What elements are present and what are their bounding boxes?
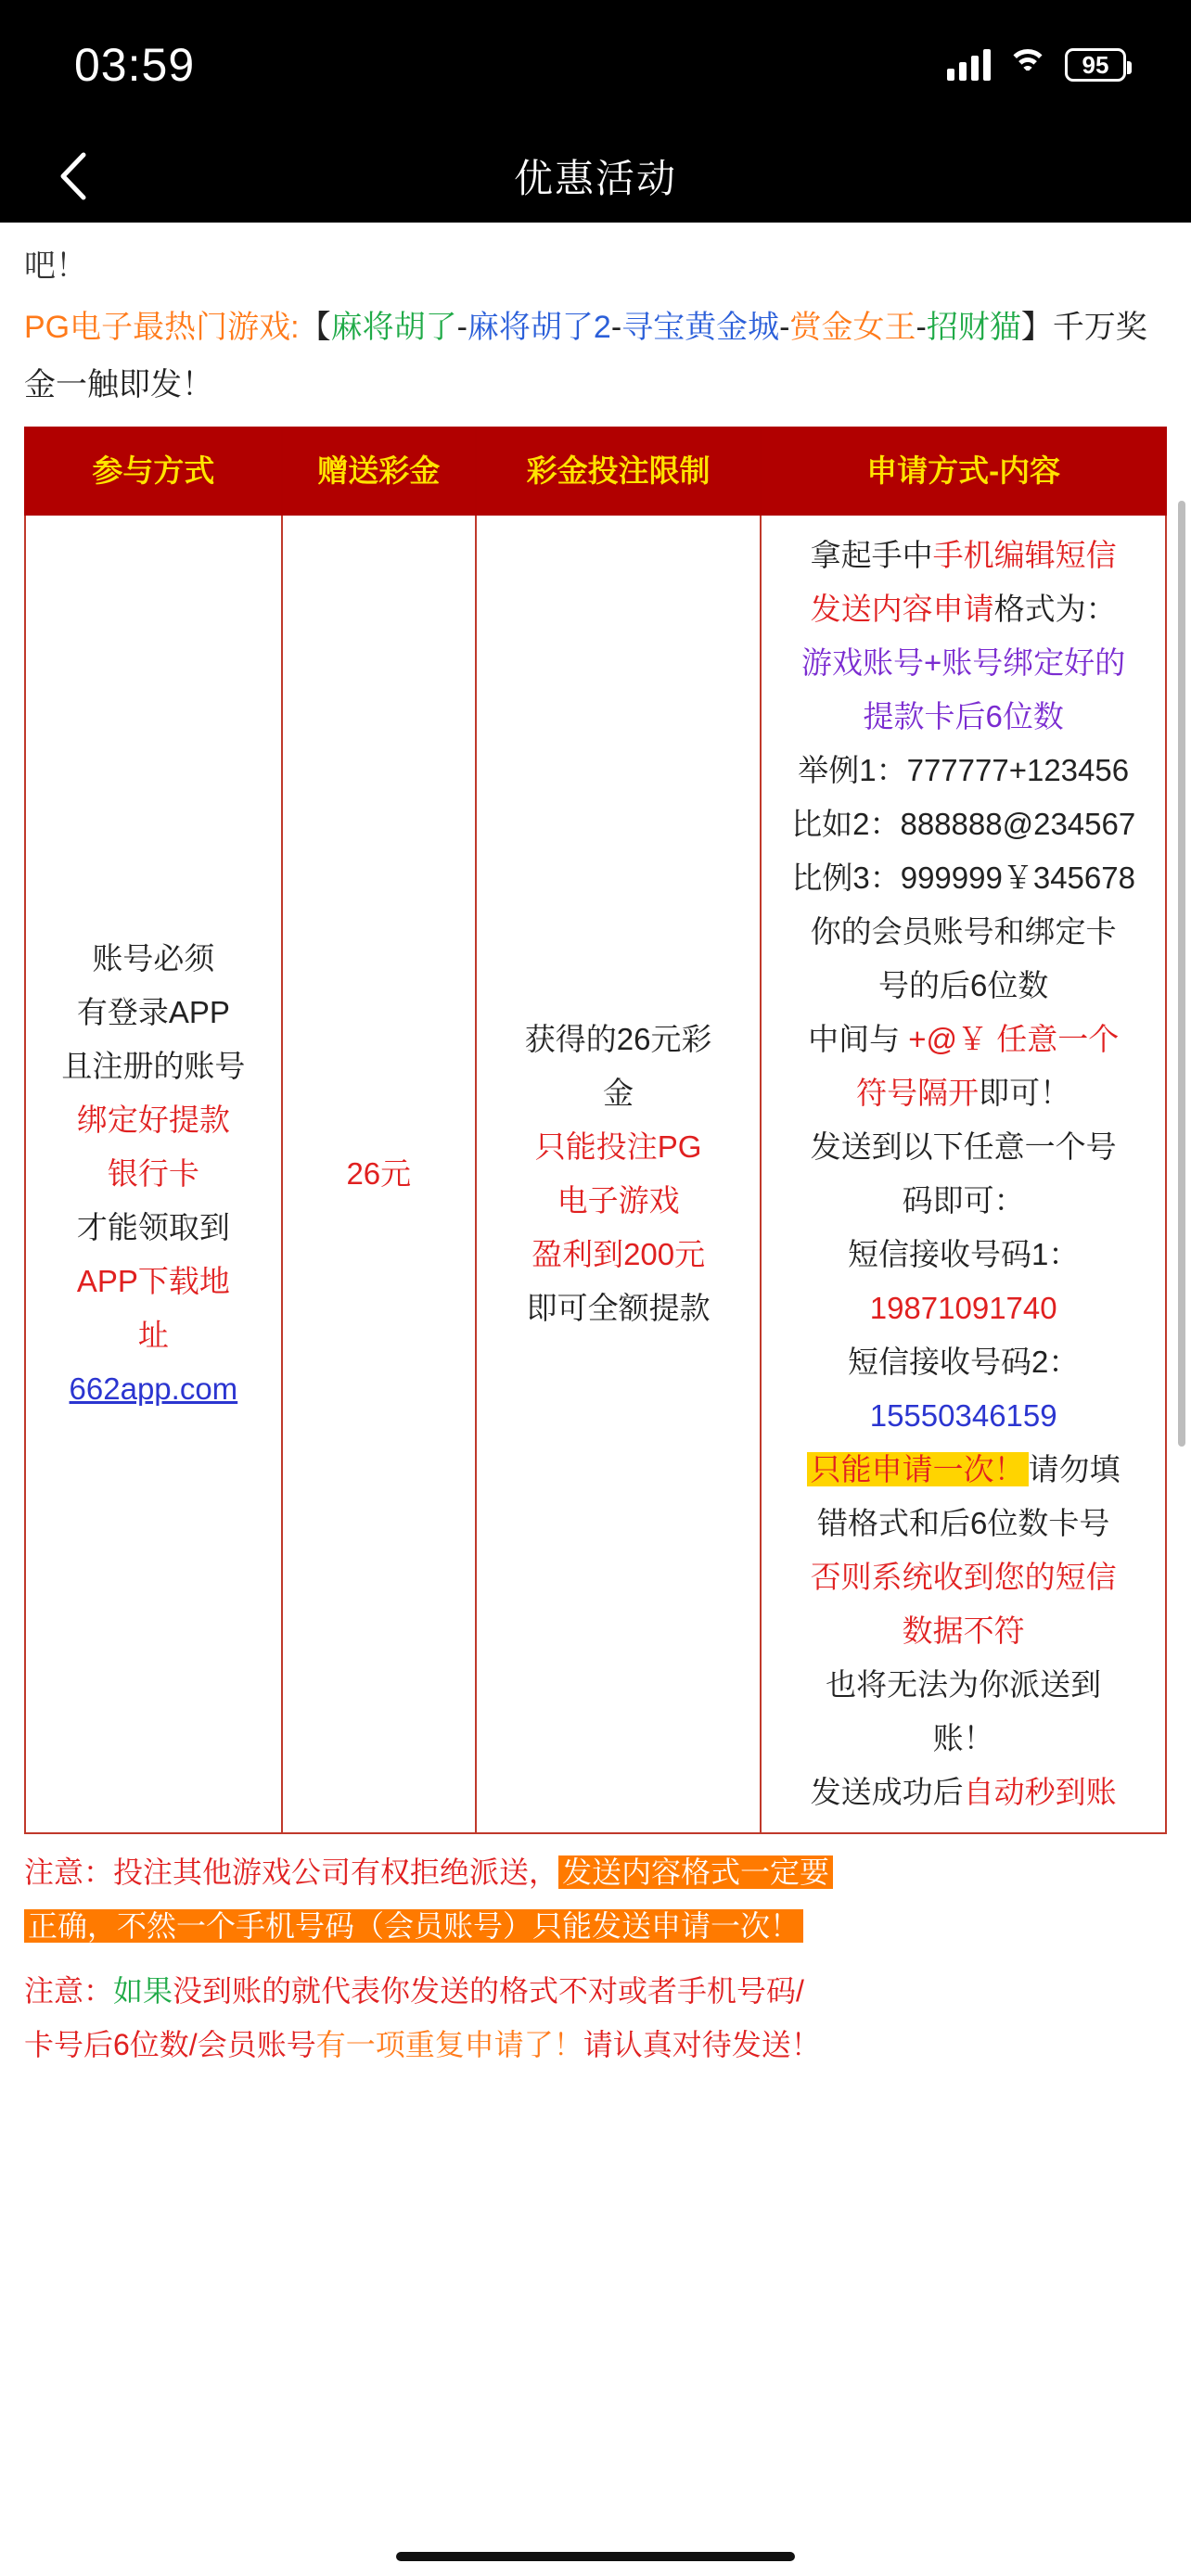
cell-bonus-amount [282, 515, 476, 1833]
apply-line-4: 提款卡后6位数 [863, 699, 1064, 733]
apply-example-1: 举例1：777777+123456 [798, 753, 1130, 787]
battery-level: 95 [1082, 51, 1109, 79]
apply-line-11-b: 即可！ [979, 1076, 1071, 1110]
note-2-text-b: 没到账的就代表你发送的格式不对或者手机号码/ [173, 1974, 804, 2008]
status-time: 03:59 [74, 39, 196, 91]
home-indicator[interactable] [396, 2552, 795, 2561]
apply-line-24 [771, 1766, 1156, 1819]
apply-line-2-b: 格式为： [993, 592, 1117, 626]
table-header-participation: 参与方式 [25, 427, 282, 515]
apply-line-20: 否则系统收到您的短信 [810, 1560, 1117, 1594]
cell-participation [25, 515, 282, 1833]
apply-line-24-b: 自动秒到账 [963, 1775, 1117, 1809]
apply-line-22: 也将无法为你派送到 [826, 1667, 1102, 1702]
participation-line-6: 才能领取到 [76, 1210, 230, 1244]
apply-line-2 [771, 582, 1156, 636]
apply-line-10 [771, 1013, 1156, 1066]
bonus-amount: 26元 [346, 1156, 412, 1191]
table-row [25, 515, 1166, 1833]
back-button[interactable] [52, 155, 95, 198]
promo-content [0, 223, 1191, 2576]
apply-line-10-b: +@￥ 任意一个 [908, 1022, 1120, 1056]
note-1-text-a: 注意：投注其他游戏公司有权拒绝派送， [24, 1855, 559, 1889]
apply-line-18 [771, 1443, 1156, 1497]
bracket-open: 【 [299, 310, 331, 345]
bet-limit-line-4: 电子游戏 [557, 1183, 680, 1218]
intro-line-1-text: 吧！ [24, 249, 87, 284]
note-2-text-d: 请认真对待发送！ [583, 2028, 821, 2061]
sms-number-label-2: 短信接收号码2： [847, 1345, 1080, 1379]
game-name-3: 寻宝黄金城 [621, 310, 780, 345]
apply-line-9: 号的后6位数 [877, 968, 1049, 1002]
participation-line-4: 绑定好提款 [76, 1103, 230, 1137]
apply-line-13: 码即可： [902, 1183, 1025, 1218]
apply-line-1-b: 手机编辑短信 [932, 538, 1117, 572]
status-bar [0, 0, 1191, 130]
bet-limit-line-6: 即可全额提款 [526, 1291, 711, 1325]
apply-line-2-a: 发送内容申请 [810, 592, 994, 626]
apply-line-24-a: 发送成功后 [810, 1775, 964, 1809]
bracket-close: 】 [1020, 310, 1053, 345]
table-header-apply: 申请方式-内容 [761, 427, 1166, 515]
apply-line-12: 发送到以下任意一个号 [810, 1129, 1117, 1164]
apply-line-18-b: 请勿填 [1028, 1452, 1121, 1486]
apply-example-2: 比如2：888888@234567 [791, 807, 1136, 841]
intro-line-1 [24, 237, 1167, 295]
note-2-text-a: 注意： [24, 1974, 114, 2008]
sms-number-2: 15550346159 [869, 1398, 1057, 1433]
apply-line-23: 账！ [932, 1721, 994, 1755]
apply-example-3: 比例3：999999￥345678 [791, 861, 1135, 895]
apply-once-badge: 只能申请一次！ [807, 1452, 1029, 1486]
note-2 [24, 1964, 1167, 2072]
table-header-row [25, 427, 1166, 515]
table-header-bonus: 赠送彩金 [282, 427, 476, 515]
sms-number-1: 19871091740 [869, 1291, 1057, 1325]
wifi-icon [1007, 49, 1048, 81]
page-title: 优惠活动 [513, 157, 677, 200]
apply-line-3: 游戏账号+账号绑定好的 [801, 645, 1126, 680]
note-1-highlight-a: 发送内容格式一定要 [558, 1855, 833, 1889]
apply-line-8: 你的会员账号和绑定卡 [810, 914, 1117, 949]
participation-line-8: 址 [137, 1318, 169, 1352]
note-2-green: 如果 [113, 1974, 173, 2008]
game-name-2: 麻将胡了2 [467, 310, 611, 345]
intro-suffix: 千万奖金一触即发！ [24, 310, 1147, 402]
promo-table [24, 427, 1167, 1834]
vertical-scrollbar[interactable] [1178, 501, 1185, 1447]
cell-apply-method [761, 515, 1166, 1833]
navigation-bar [0, 130, 1191, 223]
apply-line-11-a: 符号隔开 [856, 1076, 980, 1110]
signal-bars-icon [947, 49, 991, 81]
apply-line-10-a: 中间与 [808, 1022, 901, 1056]
battery-icon [1065, 48, 1126, 82]
cell-bet-limit [476, 515, 762, 1833]
participation-line-2: 有登录APP [76, 995, 230, 1029]
apply-line-1-a: 拿起手中 [810, 538, 933, 572]
chevron-left-icon [58, 151, 89, 201]
participation-line-5: 银行卡 [107, 1156, 199, 1191]
note-2-text-c: 卡号后6位数/会员账号 [24, 2028, 316, 2061]
note-1 [24, 1845, 1167, 1953]
intro-prefix: PG电子最热门游戏: [24, 310, 300, 345]
apply-line-11 [771, 1066, 1156, 1120]
app-download-link[interactable]: 662app.com [69, 1371, 238, 1406]
intro-line-2: PG电子最热门游戏:【麻将胡了-麻将胡了2-寻宝黄金城-赏金女王-招财猫】千万奖金一触即发！ [24, 310, 1147, 402]
note-2-orange: 有一项重复申请了！ [315, 2028, 583, 2061]
bet-limit-line-5: 盈利到200元 [531, 1237, 706, 1271]
apply-line-21: 数据不符 [902, 1613, 1025, 1648]
bet-limit-line-2: 金 [603, 1076, 634, 1110]
participation-line-3: 且注册的账号 [61, 1049, 246, 1083]
apply-line-1 [771, 529, 1156, 582]
bet-limit-line-1: 获得的26元彩 [524, 1022, 712, 1056]
apply-line-19: 错格式和后6位数卡号 [816, 1506, 1110, 1540]
participation-line-7: APP下载地 [76, 1264, 230, 1298]
bet-limit-line-3: 只能投注PG [534, 1129, 702, 1164]
game-name-4: 赏金女王 [789, 310, 916, 345]
game-name-5: 招财猫 [926, 310, 1021, 345]
game-name-1: 麻将胡了 [330, 310, 457, 345]
sms-number-label-1: 短信接收号码1： [847, 1237, 1080, 1271]
note-1-highlight-b: 正确，不然一个手机号码（会员账号）只能发送申请一次！ [24, 1909, 803, 1943]
status-indicators [947, 48, 1126, 82]
participation-line-1: 账号必须 [92, 941, 215, 976]
table-header-bet-limit: 彩金投注限制 [476, 427, 762, 515]
